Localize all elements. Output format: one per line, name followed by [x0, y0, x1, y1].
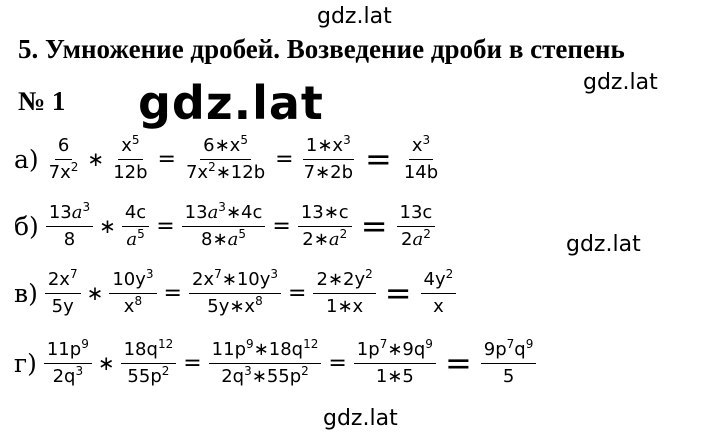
solution-row-b [14, 191, 438, 261]
fraction: $\frac{13∗c}{2∗a^2}$ [298, 200, 352, 253]
item-label: б) [14, 211, 39, 241]
watermark-bottom: gdz.lat [323, 406, 398, 431]
equals-sign: = [183, 350, 202, 376]
times-sign: ∗ [97, 351, 115, 375]
fraction: $\frac{13a^3}{8}$ [46, 200, 93, 253]
equals-sign: = [360, 207, 388, 245]
watermark-right-middle: gdz.lat [566, 232, 641, 257]
section-heading: 5. Умножение дробей. Возведение дроби в степень [18, 34, 625, 64]
fraction: $\frac{18q^{12}}{55p^2}$ [121, 337, 177, 390]
item-label: а) [14, 144, 39, 174]
exercise-number: № 1 [18, 86, 66, 116]
times-sign: ∗ [87, 147, 105, 171]
equals-sign: = [365, 140, 392, 178]
fraction: $\frac{11p^9∗18q^{12}}{2q^3∗55p^2}$ [209, 337, 322, 390]
watermark-top: gdz.lat [317, 4, 392, 29]
fraction: $\frac{4y^2}{x}$ [421, 267, 457, 320]
fraction: $\frac{2x^7}{5y}$ [45, 267, 81, 320]
fraction: $\frac{10y^3}{x^8}$ [109, 267, 156, 320]
item-label: в) [14, 278, 38, 308]
solution-row-d [14, 328, 539, 398]
fraction: $\frac{1∗x^3}{7∗2b}$ [303, 132, 353, 183]
item-label: г) [14, 348, 37, 378]
equals-sign: = [384, 274, 412, 312]
times-sign: ∗ [86, 281, 104, 305]
fraction: $\frac{4c}{a^5}$ [122, 200, 149, 253]
fraction: $\frac{13a^3∗4c}{8∗a^5}$ [182, 200, 266, 253]
fraction: $\frac{x^5}{12b}$ [113, 132, 148, 183]
equals-sign: = [288, 280, 307, 306]
equals-sign: = [156, 213, 175, 239]
fraction: $\frac{x^3}{14b}$ [403, 132, 439, 183]
equals-sign: = [272, 213, 291, 239]
fraction: $\frac{1p^7∗9q^9}{1∗5}$ [354, 337, 436, 390]
fraction: $\frac{9p^7q^9}{5}$ [481, 337, 537, 390]
times-sign: ∗ [99, 214, 116, 238]
fraction: $\frac{2x^7∗10y^3}{5y∗x^8}$ [189, 267, 281, 320]
watermark-big: gdz.lat [138, 76, 324, 130]
fraction: $\frac{13c}{2a^2}$ [397, 200, 436, 253]
equals-sign: = [157, 146, 176, 172]
solution-row-c [14, 258, 459, 328]
fraction: $\frac{6}{7x^2}$ [48, 134, 79, 183]
solution-row-a [14, 124, 444, 194]
equals-sign: = [328, 350, 347, 376]
fraction: $\frac{6∗x^5}{7x^2∗12b}$ [185, 132, 266, 183]
fraction: $\frac{11p^9}{2q^3}$ [44, 337, 92, 390]
fraction: $\frac{2∗2y^2}{1∗x}$ [313, 267, 375, 320]
equals-sign: = [444, 344, 472, 382]
equals-sign: = [163, 280, 182, 306]
watermark-right-upper: gdz.lat [583, 70, 658, 95]
equals-sign: = [275, 146, 294, 172]
